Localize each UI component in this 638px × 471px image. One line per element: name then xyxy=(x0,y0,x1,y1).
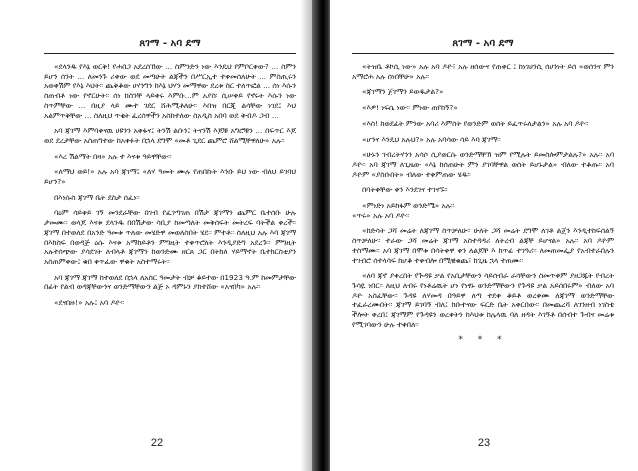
paragraph: «ደናበዙ!» አሉ፤ አባ ዶዮ፡፡ xyxy=(54,298,125,308)
page-number-left: 22 xyxy=(150,437,164,449)
paragraph: «እስ! ከወደፊት ምንው አባሪ እምስት የወንድም ወሰት ይፈጥሩለታልን» አሉ አባ ዶዮ፡፡ xyxy=(362,118,589,128)
left-page xyxy=(0,0,314,471)
paragraph: በባትቀቸው ቀን እንደገና ተገናኙ፡፡ xyxy=(362,185,448,195)
gutter-shadow xyxy=(300,0,312,471)
section-ornament: * * * xyxy=(458,335,508,346)
page-number-right: 23 xyxy=(477,437,491,449)
paragraph: «ጃገማን ጀገማን ይወዱታል?» xyxy=(362,87,444,97)
paragraph: «ከድሳት ጋሻ መሬት ለጃገማ ስጥቻለሁ፡፡ ሁለት ጋሻ መሬት ደግሞ ለገቶ ልጄን እንዲተከፍሰልኝ ስጥቻለሁ፡፡ ተራው ጋሻ መሬት ጃገማ አስተዳዳሪ ለትረብ ልጃቸ ይሆናል» አሉ፡፡ አባ ዶዮም ተስማሙ፡፡ አባ ጃገማ በሞቱ በሳትቀዋ ቀን ለልጆቸ እ ከጥፊ ተገዓሪ፡፡ ለመጠመፌያ የአብተራበሉን ተገብሮ ሰተላሳፍ ከሆቆ ተቀብሎ በሚቼቁጨ፣ ከጊዜ ኋላ ተጠሙ፡፡ xyxy=(352,226,614,265)
paragraph: «ሆንና እንዴህ አሉህ?» አሉ አባሳው ሳይ እባ ጃገማ፡፡ xyxy=(362,134,501,144)
paragraph: ባዕም ሳይቀይ ገኝ መንደራቸው በገብ የፈገጣገጠ በሽታ ጃገማን ጨምር ቤተሰቡ ሁሉ ታመሙ፡፡ ወላጆ እናቱ ደላንዱ በበሽታው ሳቢያ ከመጣለት መቅሰፍት መትረፍ ባትችል ቀረች፡፡ ጃገማ በተወለደ በአንድ ዓመቱ ጥለው መሄድዋ መወለስበት ሄደ። ምተቶ። ስለዚህ አሉ እባ ጃገማ በእክስፍ በወዳጅ ዕሱ እናቱ አማከይቶን ምግዚት ተቀጥሮለት እንዲያድግ አደረጉ፡፡ ምግዚት አሉተሰጭው ያሳደገት ለብላቶ ጃገማን ከወንድሙ ዘርጸ ጋር በትክለ ሃይማኖት ቤተክርስቲያን አስጠምቀው፤ ቁበ ቀጥፈው ዋቁት አስተማሩት፡፡ xyxy=(44,208,296,266)
paragraph: «ምነድነ አይከፋም ወንድሜ» አሉ፡፡ «ጥሩ» አሉ አባ ዶዮ፡፡ xyxy=(352,201,455,220)
paragraph: «ለባ ጃኖ ያቀረበት የጕዳዩ ቃል የአቢታቸውን ሳይሰብራ ራሳቸውን ስመጥቀም ያዘጋጁት የብረት ጉሳዬ ነበር፡፡ ለዚህ ለብሩ የነቶሬዉት ሆነ የነፃኑ ወንድማቸውን የጉዳዩ ቃል አይሰበሩም» ብለው አባ ዶዮ አስፈቸው፡፡ ጉዳዩ ለሃመዳ በዓይዋ ለጣ ተደቀ ቆይቶ ወረቀሙ ለጃገማ ወንድማቸው ተፈራረሙበት፡፡ ጃገማ ይገባኝ ብለ፤ ክቡተናው ፍርድ ቤት አቀርበው፡፡ በመጨረሻ ለገንዘብ ነገስቴ ችሎት ቀረበ፤ ጃገማም የጉዳዩን ወረቀትን ከእህቱ ከሌላዉ ባለ ዘዳት እገኝቶ በሰብተ ጉብና መሬቱ የሚገባውን ሁሉ ተቀበለ፡፡ xyxy=(352,271,614,329)
paragraph: «ለማህ ወይ!» አሉ አባ ጃገማ፤ «ለሃ ዓመት ሙሉ የጠበኩት እንቡ ይህ ነው ብለህ ይገባህ ይሆን?» xyxy=(44,167,296,187)
right-page xyxy=(330,0,638,471)
paragraph: በእነሱስ ጃገማ ቤት ደስታ ሰፈነ፡፡ xyxy=(54,192,140,202)
paragraph: «ደላንዱ የእኔ ወርቅ! የሐበጋ አደረሰኸው ... ስምንድን ነው እንዴህ የምቦርቀው? ... ስምን ይሆን ሰንት ... ለመንጉ ሪቀው ወደ መጣሁት ልጃችን በሥርኢተ ተቀመሰለሁት ... ምስጢሩን አወቀሽም የእኔ እህት፡፡ ጨቅቆው ሀሃንግን ከእኔ ህሃን መማዋው ደረቱ ስር ተለጥፎል ... ሰነ እሱን ስጠብቶ ነው የኖርሁት፡፡ ሰነ ከስንቸ ላይቀሩ እምቡ...ም አያስ፡ ሲሠቀይ የኖሩት እሱን ነው ስጥምቸው ... በዚያ ላይ ሙተ ገደር ሸሕሚቶለሁ፡፡ እበዝ በርጂ ልሳቸው ነገደ፤ እህ አልምጥቅቸው ... ስለዚህ ጥቂት ፈረሰዋችን አስከተለው ስአዲስ አበባ ወደ ቅብዶ ጋብ ... xyxy=(44,62,296,120)
paragraph: «እዎ! ነፍሴ ነው፡፡ ምነው ጠየከኝ?» xyxy=(362,103,458,113)
paragraph: «ሁኑን ገብረትሃንን አሳሶ ሲያወርሱ ወንድማቸኽ ዝም የሚሉት ይመስሎምታልሉ?» አሉ፡፡ አባ ዶዮ፡፡ አባ ጃገማ ለጊዜው «እኔ ከሰጠሁት ምን ያገባቸዋል ወሰት ይሆኑታል» ብለው ተቆጡ፡፡ አባ ዶዮም «ያስቡበት» ብለው ተቀምጠው ሄዱ፡፡ xyxy=(352,150,614,179)
running-head-right: ጸገማ - አባ ደማ xyxy=(352,38,614,54)
running-head-left: ጸገማ - አባ ደማ xyxy=(44,38,296,54)
book-gutter xyxy=(312,0,332,471)
paragraph: «ትዝቤ ቶኮሲ ነው» አሉ አባ ዶዮ፣ አሉ ዘሰውና የጠቀር ፤ ከነገሀንሲ ሰሀንነት ይሰ «ወሰንና ምን አማሮሐ አሉ ሰነበቸሁ» አሉ፡፡ xyxy=(352,62,614,81)
paragraph: አባ ጃገማ ጃገማ ከተወለደ በኋላ ለአስር ዓመታት ብቻ ቆይተው በ1923 ዓ.ም ከመምታቸው በፊት የልብ ወዳጃቸውንና ወንድማቸውን ልጅ ኦ ዳምኑን ያከተሸው «አናበካ» አሉ፡፡ xyxy=(44,272,296,292)
paragraph: አባ ጃገማ እምባቀናዉ ሀዩንን አቀፋና፤ ትንሽ ልቡን፤ ትናንሽ እጆቹ አግሮቹን ... በፍጥር እጆ ወደ ደረታቸው አስጠግተው ከአቀፉት በኋላ ደግሞ «መቶ ጊደር ጨምሮ ሸልሚቸዋለሁ» አሉ፡፡ xyxy=(44,126,296,145)
paragraph: «እረ ሽልማት በዛ» አሉ ተ እናቱ ዓይዋቸው፡፡ xyxy=(54,151,172,161)
